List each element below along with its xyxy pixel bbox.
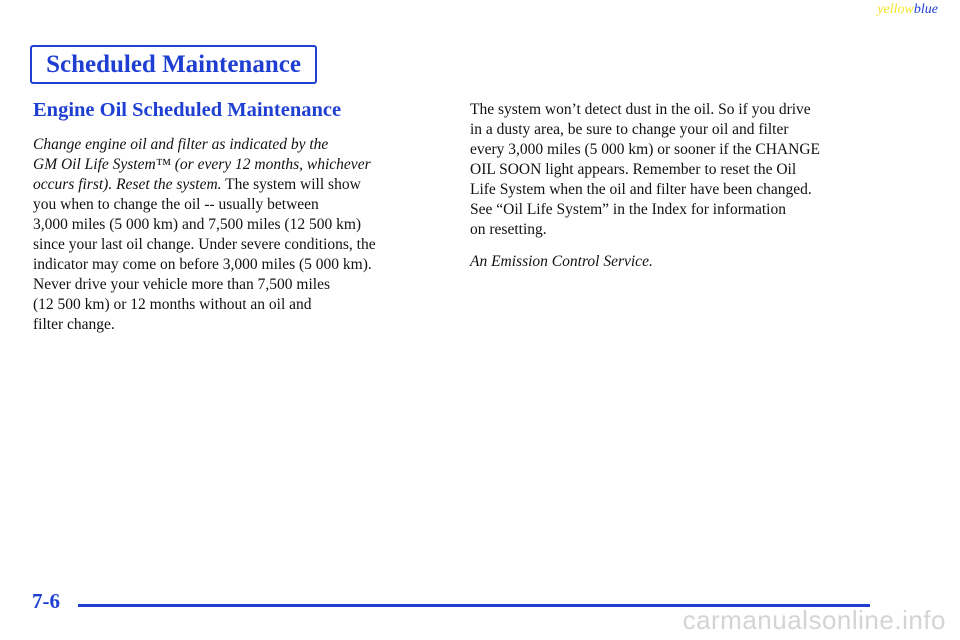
left-column	[33, 97, 433, 335]
body-line: since your last oil change. Under severe conditions, the	[33, 236, 376, 253]
color-tag	[877, 2, 938, 18]
body-line: every 3,000 miles (5 000 km) or sooner if the CHANGE	[470, 141, 820, 158]
emission-note: An Emission Control Service.	[470, 253, 653, 270]
italic-line: occurs first). Reset the system.	[33, 176, 222, 193]
right-column	[470, 100, 890, 272]
body-line: Never drive your vehicle more than 7,500 miles	[33, 276, 330, 293]
body-line: Life System when the oil and filter have been changed.	[470, 181, 812, 198]
body-line: indicator may come on before 3,000 miles (5 000 km).	[33, 256, 372, 273]
body-line: The system won’t detect dust in the oil. So if you drive	[470, 101, 811, 118]
section-tab: Scheduled Maintenance	[30, 45, 317, 84]
body-line: (12 500 km) or 12 months without an oil and	[33, 296, 312, 313]
body-line: you when to change the oil -- usually between	[33, 196, 319, 213]
color-tag-blue: blue	[913, 2, 938, 17]
italic-line: GM Oil Life System™ (or every 12 months, whichever	[33, 156, 371, 173]
page-number: 7-6	[32, 589, 60, 613]
italic-line: Change engine oil and filter as indicated by the	[33, 136, 329, 153]
section-heading: Engine Oil Scheduled Maintenance	[33, 99, 342, 121]
mixed-line	[33, 175, 433, 195]
dust-paragraph	[470, 100, 890, 240]
body-line: on resetting.	[470, 221, 547, 238]
oil-change-paragraph	[33, 135, 433, 335]
body-line: filter change.	[33, 316, 115, 333]
body-line: See “Oil Life System” in the Index for information	[470, 201, 786, 218]
body-line: The system will show	[221, 176, 361, 193]
watermark: carmanualsonline.info	[682, 605, 946, 635]
body-line: in a dusty area, be sure to change your oil and filter	[470, 121, 789, 138]
body-line: 3,000 miles (5 000 km) and 7,500 miles (12 500 km)	[33, 216, 362, 233]
body-line: OIL SOON light appears. Remember to reset the Oil	[470, 161, 797, 178]
color-tag-yellow: yellow	[877, 2, 914, 17]
